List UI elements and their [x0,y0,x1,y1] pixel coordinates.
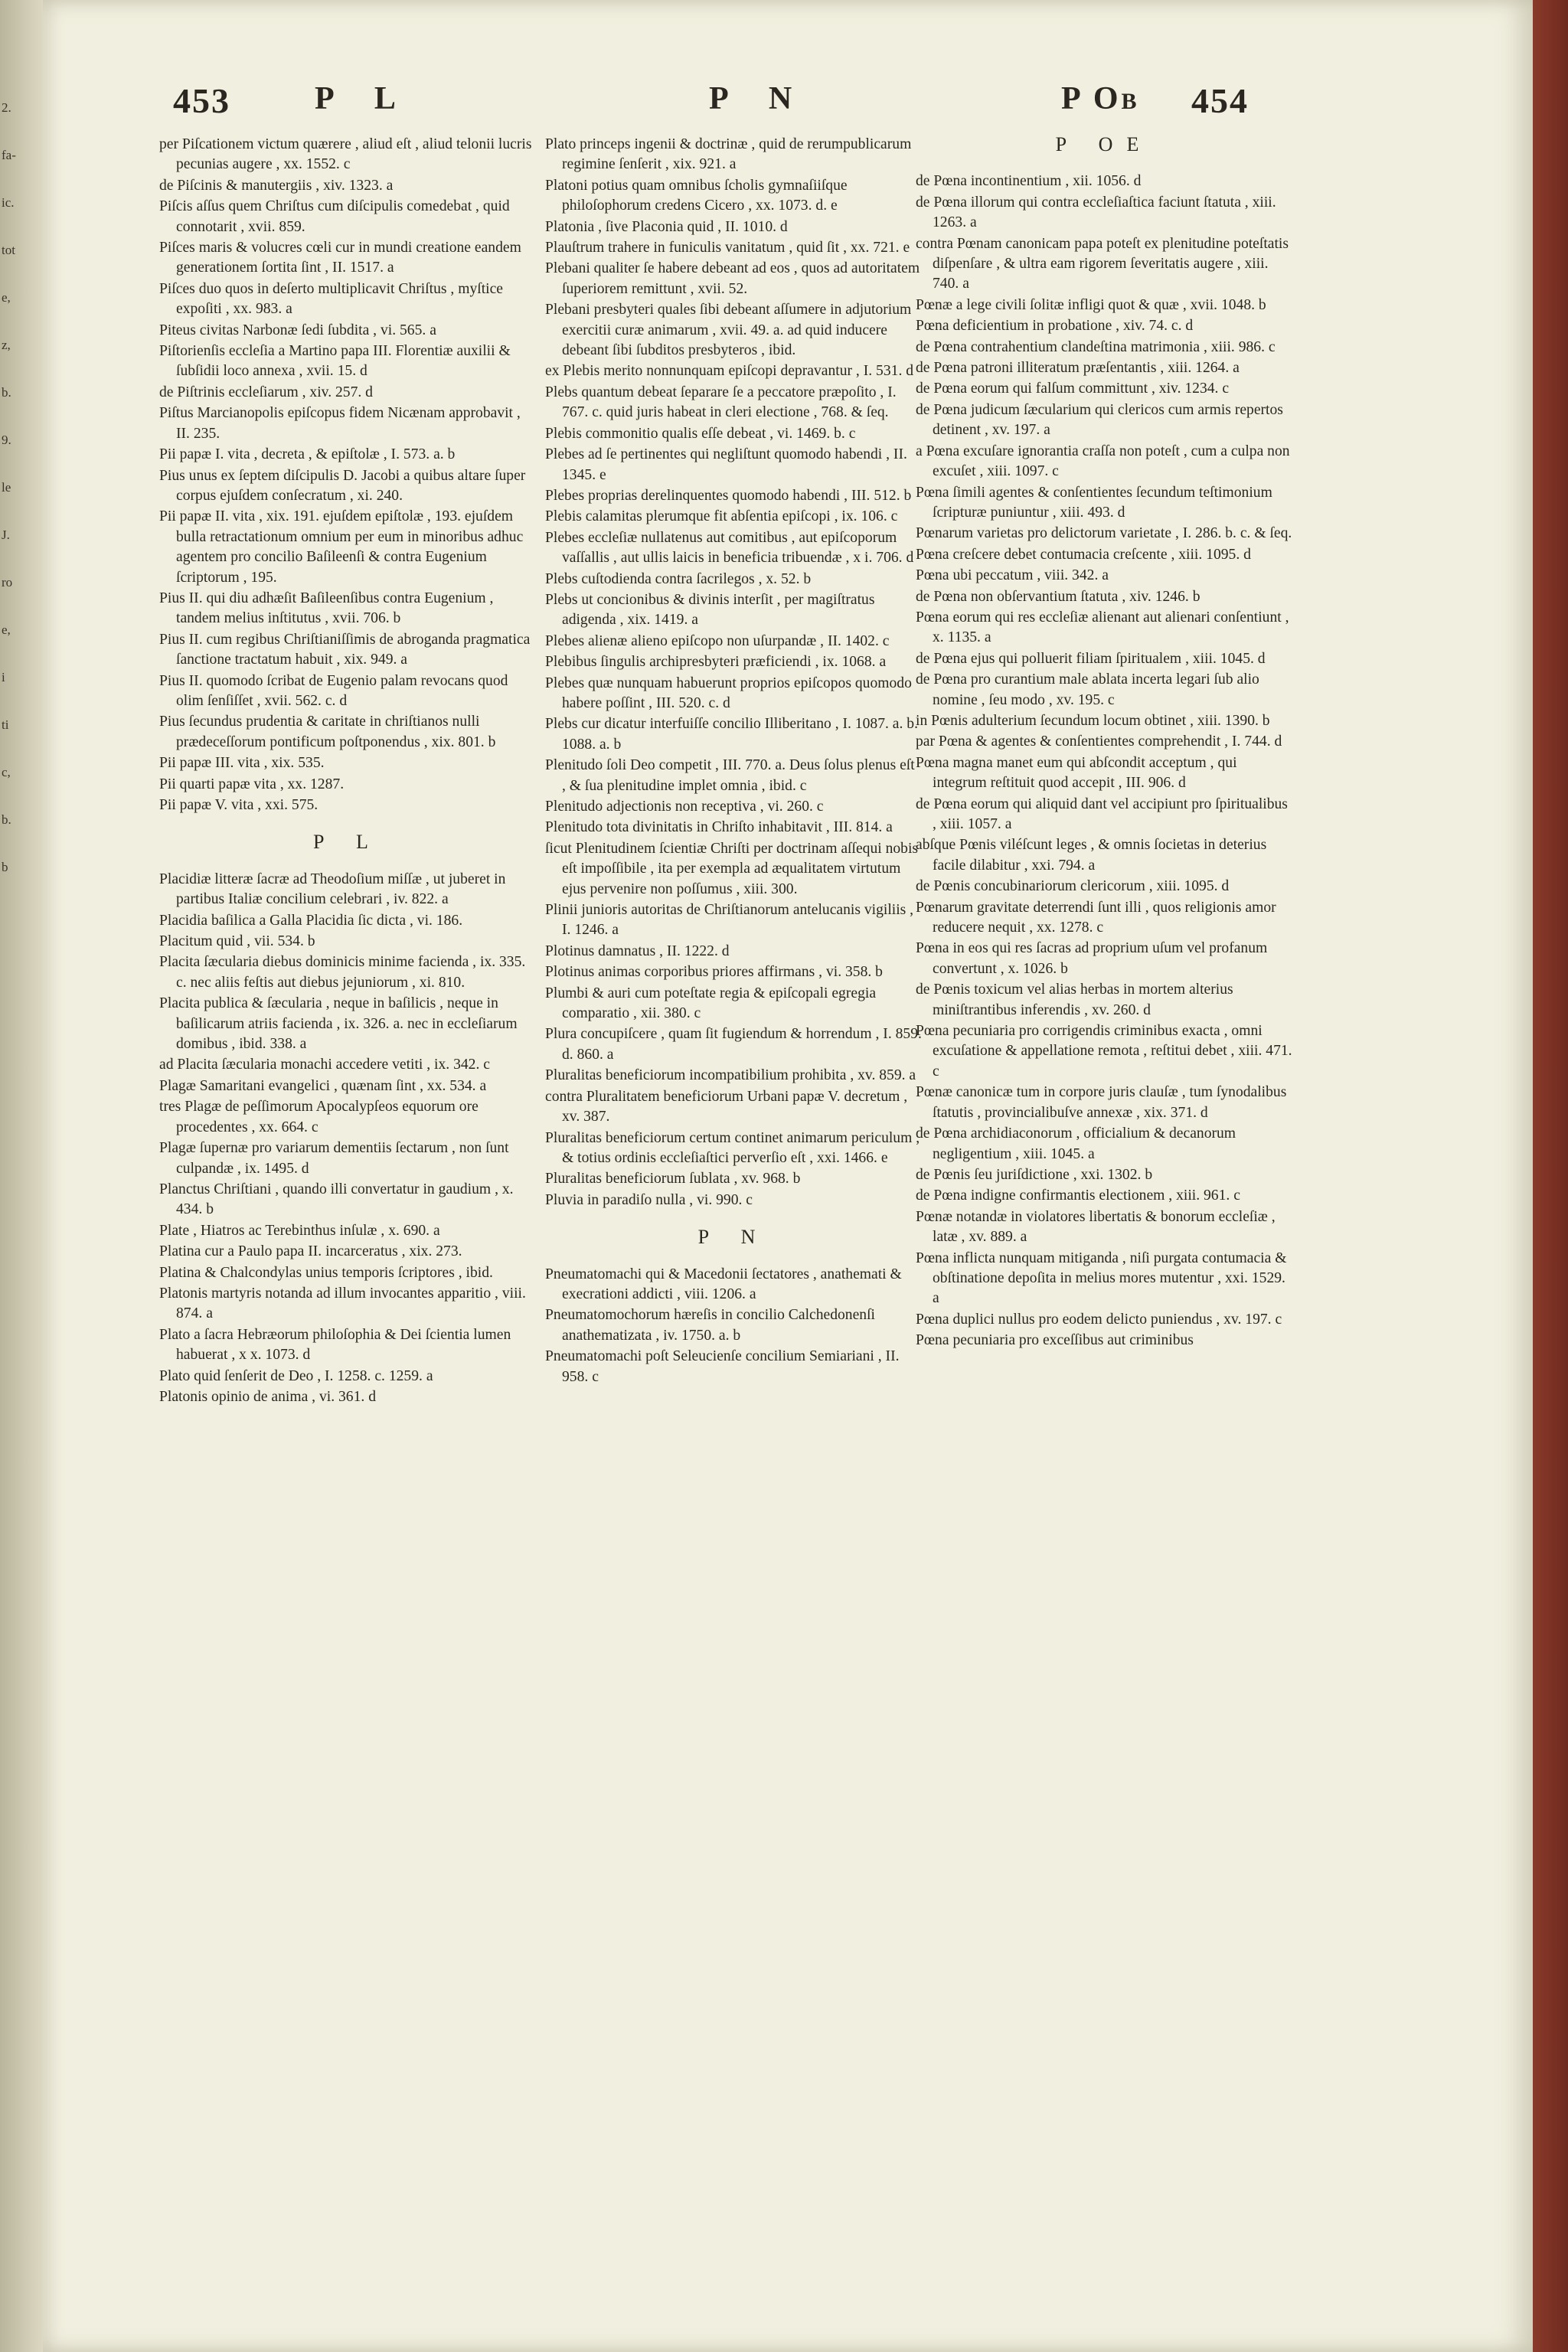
margin-fragment: ti [2,717,9,732]
index-entry: de Pœna pro curantium male ablata incerta legari ſub alio nomine , ſeu modo , xv. 195. c [916,671,1259,708]
index-entry: Plenitudo tota divinitatis in Chriſto inhabitavit , III. 814. a [545,819,893,836]
index-entry: Pœnarum varietas pro delictorum varietate , I. 286. b. c. & ſeq. [916,525,1292,542]
index-entry: Pœna in eos qui res ſacras ad proprium uſum vel profanum convertunt , x. 1026. b [916,940,1268,977]
index-entry: Pluralitas beneficiorum certum continet animarum periculum , & totius ordinis eccleſiaſtici perverſio eſt , xxi. 1466. e [545,1129,920,1166]
index-entry: ad Placita ſæcularia monachi accedere vetiti , ix. 342. c [159,1057,490,1073]
index-entry: de Pœna non obſervantium ſtatuta , xiv. 1246. b [916,588,1200,605]
margin-fragment: 9. [2,433,11,447]
index-entry: per Piſcationem victum quærere , aliud eſt , aliud telonii lucris pecunias augere , xx. 1552. c [159,136,532,173]
index-entry: Plebani qualiter ſe habere debeant ad eos , quos ad autoritatem ſuperiorem remittunt , xvii. 52. [545,260,920,297]
margin-fragment: b. [2,812,11,827]
index-entry: Plagæ Samaritani evangelici , quænam ſint , xx. 534. a [159,1077,487,1094]
index-entry: Platina cur a Paulo papa II. incarceratus , xix. 273. [159,1243,462,1260]
index-entry: Pluralitas beneficiorum incompatibilium prohibita , xv. 859. a [545,1067,916,1084]
index-entry: de Piſcinis & manutergiis , xiv. 1323. a [159,177,394,194]
index-entry: Plebs ut concionibus & divinis interſit , per magiſtratus adigenda , xix. 1419. a [545,591,875,629]
section-heading: P L [313,831,382,854]
index-entry: Pius unus ex ſeptem diſcipulis D. Jacobi a quibus altare ſuper corpus ejuſdem conſecratum , xi. 240. [159,467,526,504]
index-entry: par Pœna & agentes & conſentientes comprehendit , I. 744. d [916,733,1282,750]
margin-fragment: ic. [2,195,15,210]
index-entry: Piteus civitas Narbonæ ſedi ſubdita , vi. 565. a [159,322,436,338]
index-entry: Planctus Chriſtiani , quando illi convertatur in gaudium , x. 434. b [159,1181,514,1218]
index-entry: Plebes quæ nunquam habuerunt proprios epiſcopos quomodo habere poſſint , III. 520. c. d [545,675,912,711]
center-running-head: P N [709,81,809,116]
index-entry: Plebani presbyteri quales ſibi debeant aſſumere in adjutorium exercitii curæ animarum , xvii. 49. a. ad quid inducere debeant ſibi ſubditos presbyteros , ibid. [545,302,912,359]
margin-fragment: c, [2,765,11,779]
index-entry: Piſtorienſis eccleſia a Martino papa III. Florentiæ auxilii & ſubſidii loco annexa , xvii. 15. d [159,343,511,380]
index-entry: de Pœna contrahentium clandeſtina matrimonia , xiii. 986. c [916,338,1276,355]
index-entry: Piſtus Marcianopolis epiſcopus fidem Nicænam approbavit , II. 235. [159,405,521,442]
index-entry: Pœnæ canonicæ tum in corpore juris clauſæ , tum ſynodalibus ſtatutis , provincialibuſve annexæ , xix. 371. d [916,1084,1287,1121]
index-entry: Plebs cuſtodienda contra ſacrilegos , x. 52. b [545,570,812,587]
index-entry: Platonia , ſive Placonia quid , II. 1010. d [545,218,788,235]
margin-fragment: i [2,670,5,684]
index-entry: contra Pluralitatem beneficiorum Urbani papæ V. decretum , xv. 387. [545,1088,908,1125]
index-entry: Piſces duo quos in deſerto multiplicavit Chriſtus , myſtice expoſiti , xx. 983. a [159,280,503,318]
index-entry: Pius II. quomodo ſcribat de Eugenio palam revocans quod olim ſenſiſſet , xvii. 562. c. d [159,672,508,709]
index-entry: Plebes eccleſiæ nullatenus aut comitibus , aut epiſcoporum vaſſallis , aut ullis laicis in beneficia tribuendæ , x i. 706. d [545,529,914,567]
margin-fragment: b. [2,385,11,400]
index-entry: Plauſtrum trahere in funiculis vanitatum , quid ſit , xx. 721. e [545,240,910,256]
index-entry: Platina & Chalcondylas unius temporis ſcriptores , ibid. [159,1264,493,1281]
index-entry: Plebs cur dicatur interfuiſſe concilio Illiberitano , I. 1087. a. b. 1088. a. b [545,716,918,753]
margin-fragment: b [2,860,8,874]
index-entry: Plebes alienæ alieno epiſcopo non uſurpandæ , II. 1402. c [545,632,890,649]
book-binding-edge [1533,0,1568,2352]
index-entry: Pii quarti papæ vita , xx. 1287. [159,776,345,792]
index-entry: de Pœna archidiaconorum , officialium & decanorum negligentium , xiii. 1045. a [916,1125,1236,1162]
index-entry: Pœnæ notandæ in violatores libertatis & bonorum eccleſiæ , latæ , xv. 889. a [916,1208,1276,1246]
index-entry: de Pœnis toxicum vel alias herbas in mortem alterius miniſtrantibus inferendis , xv. 260. d [916,982,1233,1018]
index-entry: Piſces maris & volucres cœli cur in mundi creatione eandem generationem ſortita ſint , II. 1517. a [159,240,521,276]
margin-fragment: J. [2,528,10,542]
index-column-right [916,135,1292,1352]
index-entry: Pluvia in paradiſo nulla , vi. 990. c [545,1191,753,1208]
index-column-left [159,135,536,1408]
index-entry: de Pœna ejus qui polluerit filiam ſpiritualem , xiii. 1045. d [916,650,1266,667]
index-entry: de Pœna illorum qui contra eccleſiaſtica faciunt ſtatuta , xiii. 1263. a [916,194,1276,231]
index-entry: de Pœna judicum ſæcularium qui clericos cum armis repertos detinent , xv. 197. a [916,401,1283,439]
index-entry: Plebibus ſingulis archipresbyteri præficiendi , ix. 1068. a [545,654,887,671]
index-entry: Plura concupiſcere , quam ſit fugiendum & horrendum , I. 859. d. 860. a [545,1026,922,1063]
index-entry: Plebes ad ſe pertinentes qui negliſtunt quomodo habendi , II. 1345. e [545,446,907,483]
index-entry: ſicut Plenitudinem ſcientiæ Chriſti per doctrinam aſſequi nobis eſt impoſſibile , ita per exempla ad æqualitatem virtutum ejus pervenire non poſſumus , xiii. 300. [545,840,919,897]
index-entry: de Pœna eorum qui falſum committunt , xiv. 1234. c [916,381,1230,397]
index-entry: de Piſtrinis eccleſiarum , xiv. 257. d [159,384,373,400]
index-entry: de Pœnis ſeu juriſdictione , xxi. 1302. b [916,1166,1153,1183]
book-page [43,0,1533,2352]
margin-fragment: fa- [2,148,16,162]
index-entry: Placitum quid , vii. 534. b [159,933,315,950]
index-entry: de Pœna patroni illiteratum præſentantis , xiii. 1264. a [916,360,1240,377]
index-entry: Plotinus animas corporibus priores affirmans , vi. 358. b [545,964,883,981]
index-entry: Plotinus damnatus , II. 1222. d [545,942,730,959]
index-entry: Placita publica & ſæcularia , neque in baſilicis , neque in baſilicarum atriis facienda , ix. 326. a. nec in eccleſiarum domibus , ibid. 338. a [159,995,518,1053]
index-entry: Pii papæ I. vita , decreta , & epiſtolæ , I. 573. a. b [159,446,456,463]
index-entry: Pii papæ III. vita , xix. 535. [159,755,325,772]
index-entry: Placidiæ litteræ ſacræ ad Theodoſium miſſæ , ut juberet in partibus Italiæ concilium celebrari , iv. 822. a [159,871,506,908]
index-entry: Pœna deficientium in probatione , xiv. 74. c. d [916,318,1194,335]
index-entry: Pœna pecuniaria pro exceſſibus aut criminibus [916,1332,1194,1349]
margin-fragment: le [2,480,11,495]
index-entry: Pœna inflicta nunquam mitiganda , niſi purgata contumacia & obſtinatione depoſita in melius mores mutentur , xxi. 1529. a [916,1250,1287,1307]
margin-fragment: 2. [2,100,11,115]
margin-fragment: e, [2,622,11,637]
index-entry: Pii papæ II. vita , xix. 191. ejuſdem epiſtolæ , 193. ejuſdem bulla retractationum omnium per eum in minoribus adhuc agentem pro concilio Baſileenſi & contra Eugenium ſcriptorum , 195. [159,508,524,586]
margin-fragment: ro [2,575,13,590]
index-entry: Pœna magna manet eum qui abſcondit acceptum , qui integrum reſtituit quod accepit , III. 906. d [916,754,1237,792]
index-entry: tres Plagæ de peſſimorum Apocalypſeos equorum ore procedentes , xx. 664. c [159,1099,479,1135]
index-entry: Plebis commonitio qualis eſſe debeat , vi. 1469. b. c [545,425,856,442]
index-entry: Pius II. qui diu adhæſit Baſileenſibus contra Eugenium , tandem melius inſtitutus , xvii. 706. b [159,590,494,627]
index-entry: in Pœnis adulterium ſecundum locum obtinet , xiii. 1390. b [916,712,1270,729]
index-entry: Piſcis aſſus quem Chriſtus cum diſcipulis comedebat , quid connotarit , xvii. 859. [159,198,510,235]
index-entry: Plagæ ſupernæ pro variarum dementiis ſectarum , non ſunt culpandæ , ix. 1495. d [159,1140,509,1177]
index-entry: Plato quid ſenſerit de Deo , I. 1258. c. 1259. a [159,1367,433,1384]
section-heading: P OE [1055,133,1153,155]
index-entry: Pœna eorum qui res eccleſiæ alienant aut alienari conſentiunt , x. 1135. a [916,609,1289,646]
left-page-number: 453 [173,81,230,120]
index-entry: Plato princeps ingenii & doctrinæ , quid de rerumpublicarum regimine ſenſerit , xix. 921. a [545,136,912,173]
index-entry: Pœna ſimili agentes & conſentientes ſecundum teſtimonium ſcripturæ puniuntur , xiii. 493. d [916,484,1272,521]
index-entry: a Pœna excuſare ignorantia craſſa non poteſt , cum a culpa non excuſet , xiii. 1097. c [916,443,1290,480]
index-entry: Plumbi & auri cum poteſtate regia & epiſcopali egregia comparatio , xii. 380. c [545,985,877,1022]
index-entry: Pius ſecundus prudentia & caritate in chriſtianos nulli prædeceſſorum pontificum poſtponendus , xix. 801. b [159,714,496,750]
index-entry: Pluralitas beneficiorum ſublata , xv. 968. b [545,1171,801,1187]
index-entry: abſque Pœnis viléſcunt leges , & omnis ſocietas in deterius facile dilabitur , xxi. 794. a [916,837,1267,874]
index-entry: Plenitudo ſoli Deo competit , III. 770. a. Deus ſolus plenus eſt , & ſua plenitudine implet omnia , ibid. c [545,757,915,794]
index-entry: Placita ſæcularia diebus dominicis minime facienda , ix. 335. c. nec aliis feſtis aut diebus jejuniorum , xi. 810. [159,954,526,991]
index-entry: Pœna ubi peccatum , viii. 342. a [916,567,1109,584]
index-entry: Platonis martyris notanda ad illum invocantes apparitio , viii. 874. a [159,1285,526,1322]
left-running-head: P L [315,81,413,116]
index-column-center [545,135,922,1388]
right-running-head: P OB [1061,81,1140,116]
index-entry: Pœna pecuniaria pro corrigendis criminibus exacta , omni excuſatione & appellatione remota , reſtitui debet , xiii. 471. c [916,1023,1292,1080]
index-entry: Pneumatomachi qui & Macedonii ſectatores , anathemati & execrationi addicti , viii. 1206. a [545,1266,902,1302]
page-header [43,80,1533,142]
index-entry: Plebs quantum debeat ſeparare ſe a peccatore præpoſito , I. 767. c. quid juris habeat in cleri electione , 768. & ſeq. [545,384,897,421]
index-entry: Pii papæ V. vita , xxi. 575. [159,797,318,813]
index-entry: Plebes proprias derelinquentes quomodo habendi , III. 512. b [545,487,912,504]
index-entry: Plinii junioris autoritas de Chriſtianorum antelucanis vigiliis , I. 1246. a [545,902,914,939]
index-entry: de Pœna eorum qui aliquid dant vel accipiunt pro ſpiritualibus , xiii. 1057. a [916,795,1288,832]
margin-fragment: z, [2,338,11,352]
index-entry: ex Plebis merito nonnunquam epiſcopi depravantur , I. 531. d [545,363,914,380]
index-entry: Pœnarum gravitate deterrendi ſunt illi , quos religionis amor reducere nequit , xx. 1278. c [916,899,1276,936]
index-entry: Plato a ſacra Hebræorum philoſophia & Dei ſcientia lumen habuerat , x x. 1073. d [159,1326,511,1364]
index-entry: Pneumatomachi poſt Seleucienſe concilium Semiariani , II. 958. c [545,1348,900,1385]
index-entry: Plenitudo adjectionis non receptiva , vi. 260. c [545,799,824,815]
index-entry: Pneumatomochorum hæreſis in concilio Calchedonenſi anathematizata , iv. 1750. a. b [545,1307,875,1344]
index-entry: Pœna creſcere debet contumacia creſcente , xiii. 1095. d [916,546,1251,563]
index-entry: Pœna duplici nullus pro eodem delicto puniendus , xv. 197. c [916,1311,1282,1328]
index-entry: de Pœna indigne confirmantis electionem , xiii. 961. c [916,1187,1240,1204]
section-heading: P N [697,1226,769,1249]
margin-fragment: e, [2,290,11,305]
margin-fragment: tot [2,243,15,257]
index-entry: Pius II. cum regibus Chriſtianiſſimis de abroganda pragmatica ſanctione tractatum habuit , xix. 949. a [159,631,531,668]
right-page-number: 454 [1191,81,1249,120]
index-entry: Pœnæ a lege civili ſolitæ infligi quot & quæ , xvii. 1048. b [916,296,1266,313]
adjacent-page-margin [0,0,43,2352]
index-entry: Platonis opinio de anima , vi. 361. d [159,1388,376,1405]
index-entry: Plebis calamitas plerumque fit abſentia epiſcopi , ix. 106. c [545,508,898,525]
index-entry: contra Pœnam canonicam papa poteſt ex plenitudine poteſtatis diſpenſare , & ultra eam rigorem ſeveritatis augere , xiii. 740. a [916,235,1289,292]
index-entry: Placidia baſilica a Galla Placidia ſic dicta , vi. 186. [159,912,463,929]
index-entry: de Pœnis concubinariorum clericorum , xiii. 1095. d [916,878,1230,895]
index-entry: de Pœna incontinentium , xii. 1056. d [916,173,1142,190]
index-entry: Plate , Hiatros ac Terebinthus inſulæ , x. 690. a [159,1222,440,1239]
index-entry: Platoni potius quam omnibus ſcholis gymnaſiiſque philoſophorum credens Cicero , xx. 1073. d. e [545,177,848,214]
